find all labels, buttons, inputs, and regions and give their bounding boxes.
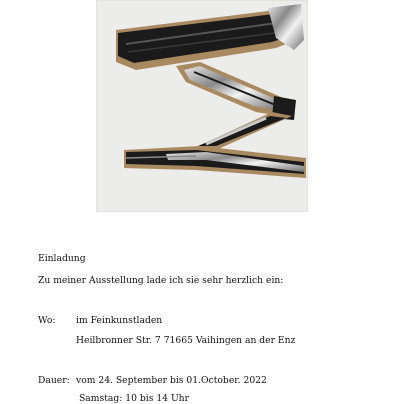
duration-value: vom 24. September bis 01.October. 2022 xyxy=(76,375,267,386)
saturday-hours: Samstag: 10 bis 14 Uhr xyxy=(79,393,189,404)
invitation-heading: Einladung xyxy=(38,253,86,264)
artwork-image xyxy=(96,0,308,212)
location-place: im Feinkunstladen xyxy=(76,315,163,326)
location-label: Wo: xyxy=(38,315,56,326)
invitation-sentence: Zu meiner Ausstellung lade ich sie sehr herzlich ein: xyxy=(38,275,284,286)
duration-label: Dauer: xyxy=(38,375,70,386)
location-address: Heilbronner Str. 7 71665 Vaihingen an der Enz xyxy=(76,335,296,346)
